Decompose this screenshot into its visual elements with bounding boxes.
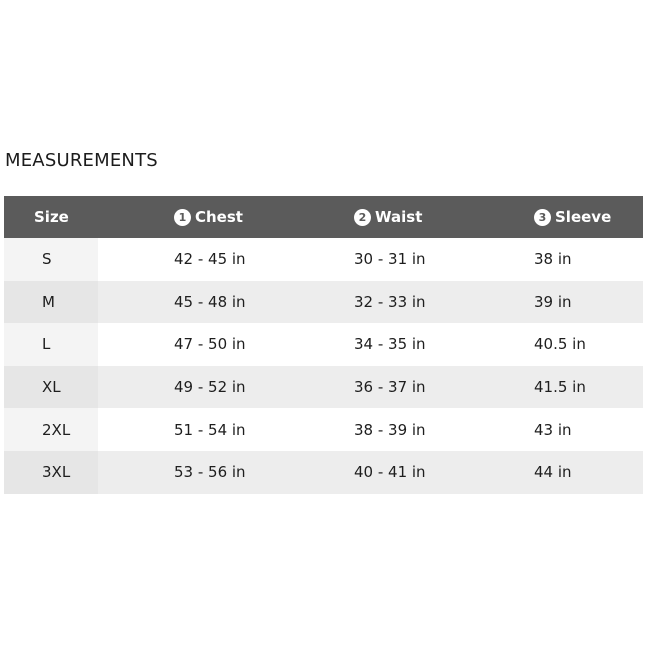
table-row [4, 366, 643, 409]
header-chest [98, 208, 284, 226]
waist-cell: 30 - 31 in [354, 250, 426, 269]
header-size: Size [34, 208, 69, 226]
waist-cell: 36 - 37 in [354, 378, 426, 397]
waist-cell: 34 - 35 in [354, 335, 426, 354]
header-waist-label: Waist [375, 208, 423, 226]
waist-cell: 40 - 41 in [354, 463, 426, 482]
size-cell: 2XL [4, 408, 98, 451]
header-waist [284, 208, 464, 226]
table-header-row [4, 196, 643, 238]
sleeve-cell: 44 in [534, 463, 572, 482]
waist-cell: 32 - 33 in [354, 292, 426, 311]
size-cell: 3XL [4, 451, 98, 494]
header-sleeve-label: Sleeve [555, 208, 612, 226]
number-1-icon: 1 [174, 209, 191, 226]
chest-cell: 42 - 45 in [174, 250, 246, 269]
table-row [4, 451, 643, 494]
size-cell: XL [4, 366, 98, 409]
size-cell: L [4, 323, 98, 366]
page-title: MEASUREMENTS [5, 150, 158, 171]
header-sleeve [464, 208, 643, 226]
number-3-icon: 3 [534, 209, 551, 226]
size-cell: S [4, 238, 98, 281]
sleeve-cell: 39 in [534, 292, 572, 311]
chest-cell: 53 - 56 in [174, 463, 246, 482]
size-chart-table [4, 196, 643, 494]
table-row [4, 323, 643, 366]
chest-cell: 49 - 52 in [174, 378, 246, 397]
number-2-icon: 2 [354, 209, 371, 226]
sleeve-cell: 43 in [534, 420, 572, 439]
sleeve-cell: 38 in [534, 250, 572, 269]
chest-cell: 45 - 48 in [174, 292, 246, 311]
sleeve-cell: 41.5 in [534, 378, 586, 397]
chest-cell: 51 - 54 in [174, 420, 246, 439]
table-row [4, 408, 643, 451]
table-row [4, 238, 643, 281]
waist-cell: 38 - 39 in [354, 420, 426, 439]
size-cell: M [4, 281, 98, 324]
table-row [4, 281, 643, 324]
header-chest-label: Chest [195, 208, 243, 226]
sleeve-cell: 40.5 in [534, 335, 586, 354]
chest-cell: 47 - 50 in [174, 335, 246, 354]
